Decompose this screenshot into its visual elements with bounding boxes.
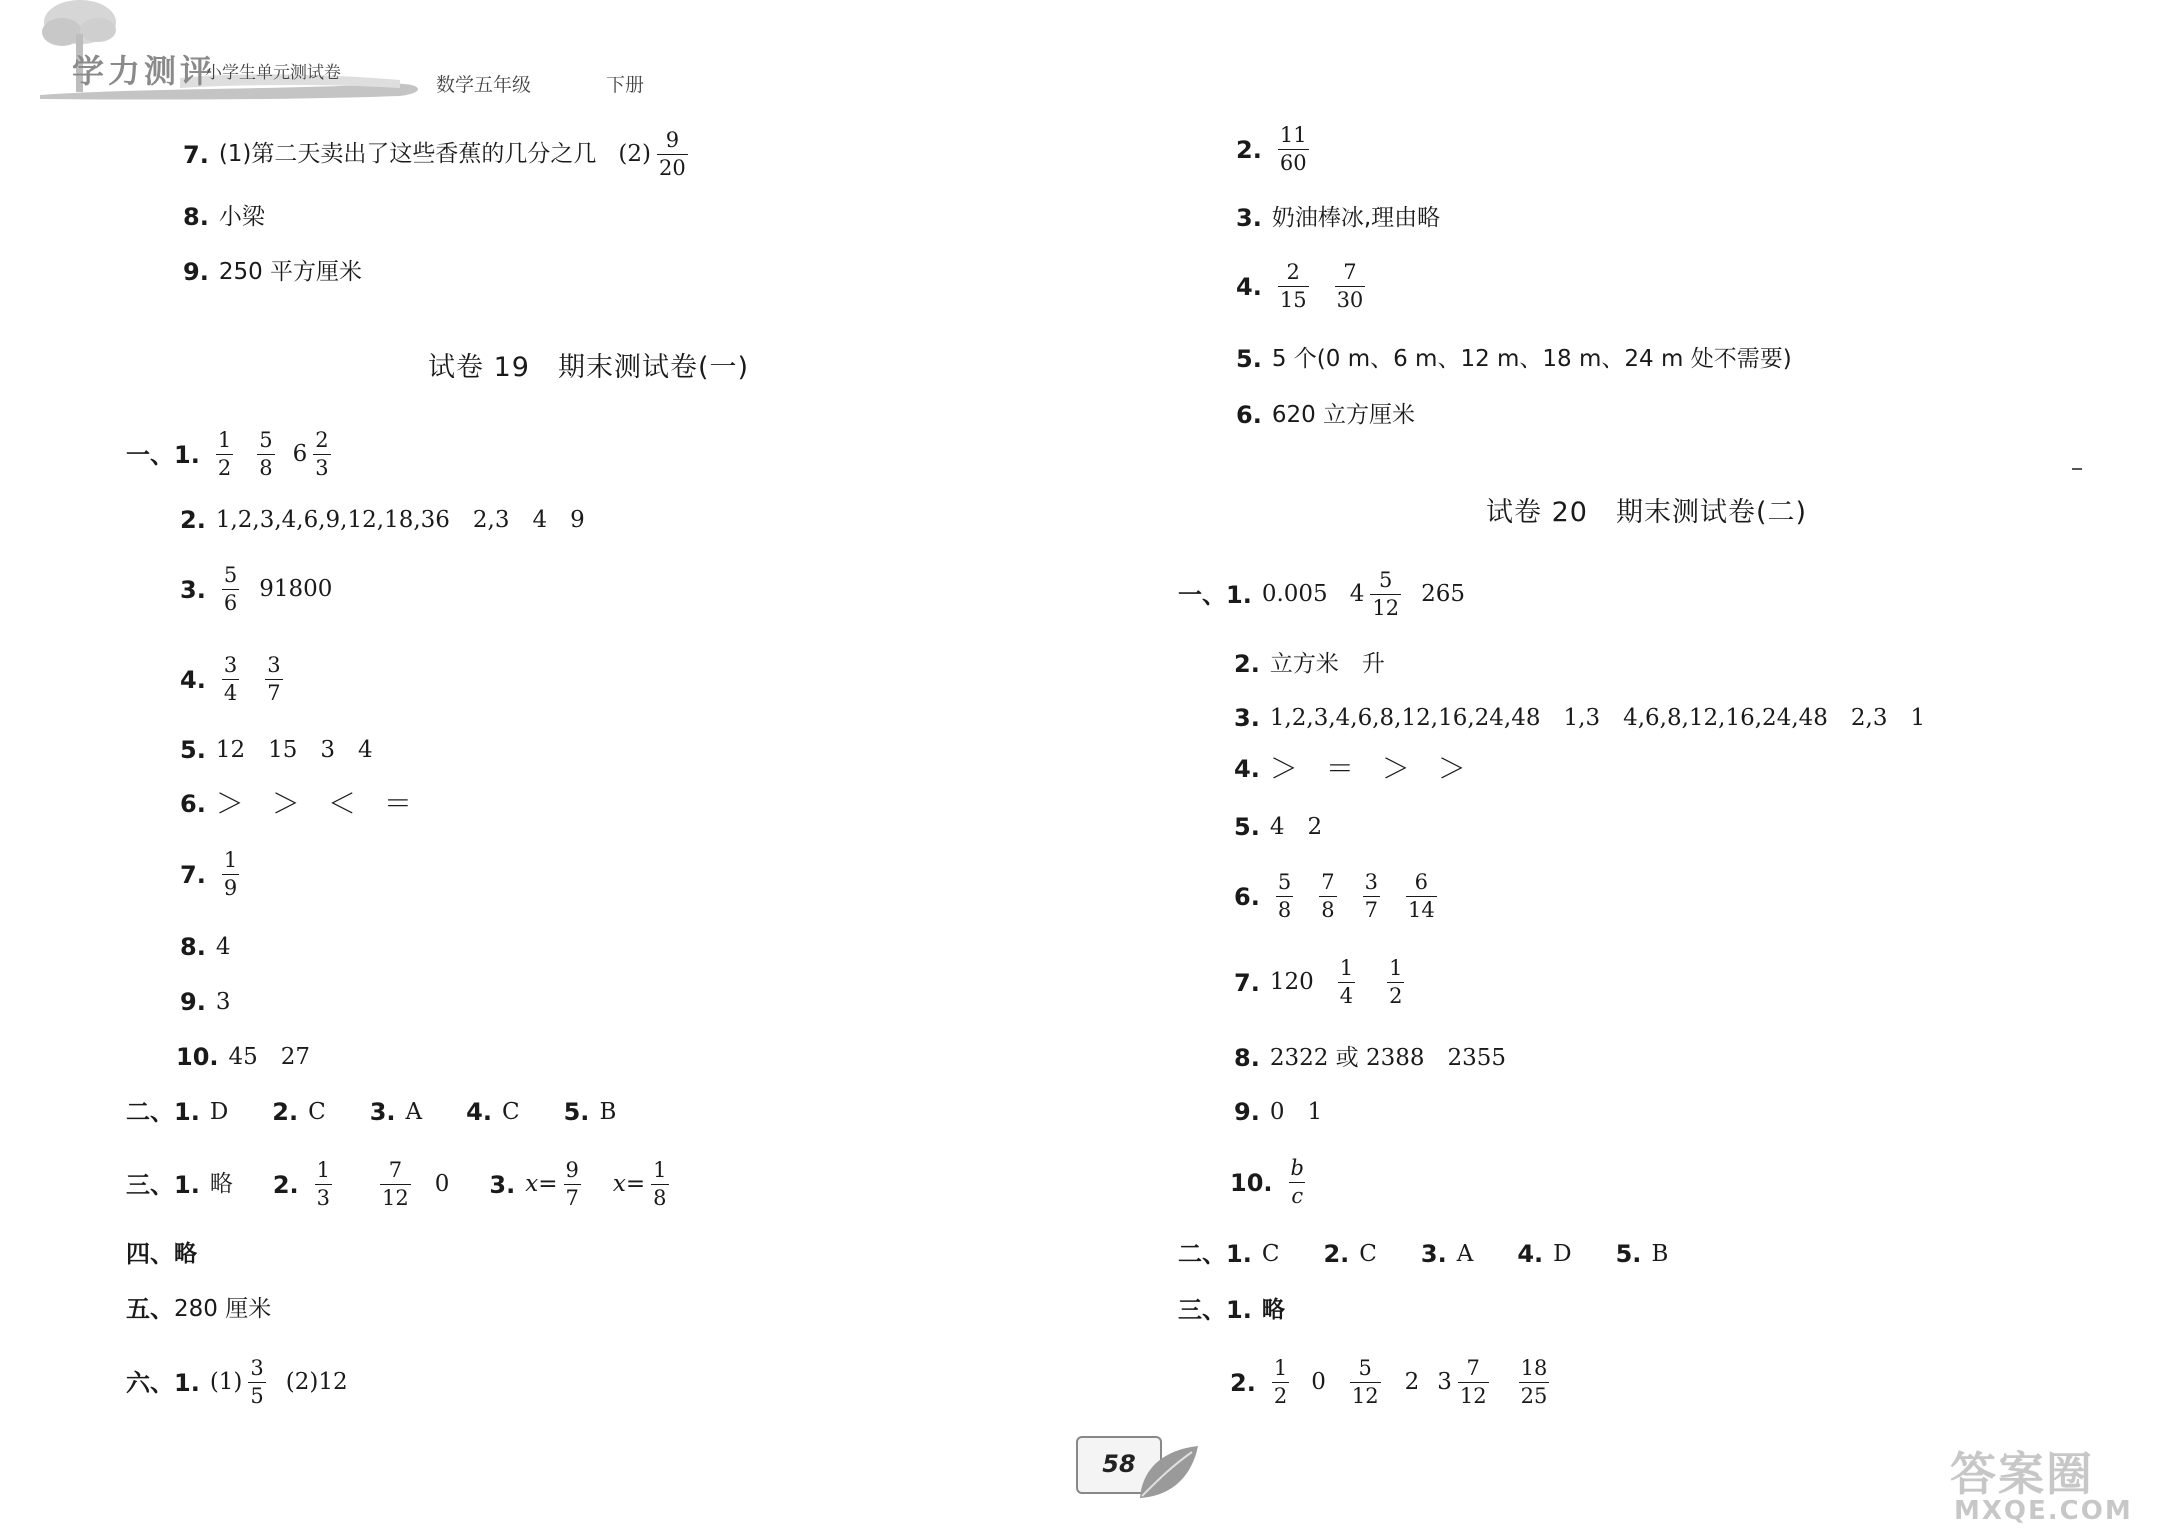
leaf-icon	[1132, 1440, 1202, 1504]
right-part3-q1: 三、 1. 略	[1178, 1296, 1285, 1324]
right-part1-q9: 9. 0 1	[1234, 1098, 1323, 1126]
watermark	[1950, 1438, 2165, 1528]
fraction: $\frac{7}{30}$	[1336, 260, 1364, 312]
header-band	[0, 0, 720, 120]
fraction: $\frac{2}{3}$	[315, 428, 329, 480]
header-brand: 学力测评	[72, 52, 217, 90]
right-part1-q6: 6. $\frac{5}{8}$ $\frac{7}{8}$ $\frac{3}{7}$ $\frac{6}{14}$	[1234, 870, 1435, 922]
left-part1-q4: 4. $\frac{3}{4}$ $\frac{3}{7}$	[180, 653, 281, 705]
header-subject: 数学五年级	[436, 74, 532, 96]
fraction: $\frac{3}{7}$	[1364, 870, 1378, 922]
fraction: $\frac{5}{8}$	[1277, 870, 1292, 922]
right-part1-q1: 一、 1. 0.005 4 $\frac{5}{12}$ 265	[1178, 568, 1465, 620]
left-part1-q7: 7. $\frac{1}{9}$	[180, 848, 238, 900]
section-title-20: 试卷 20 期末测试卷(二)	[1486, 497, 1808, 528]
header-volume: 下册	[606, 74, 645, 96]
header-series: 小学生单元测试卷	[205, 63, 341, 83]
left-part1-q1: 一、 1. $\frac{1}{2}$ $\frac{5}{8}$ 6 $\frac{2}{3}$	[126, 428, 329, 480]
fraction: $\frac{3}{4}$	[223, 653, 238, 705]
fraction: $\frac{5}{12}$	[1372, 568, 1400, 620]
fraction: $\frac{5}{6}$	[223, 563, 238, 615]
left-part1-q2: 2. 1,2,3,4,6,9,12,18,36 2,3 4 9	[180, 506, 585, 534]
fraction: $\frac{18}{25}$	[1520, 1356, 1548, 1408]
fraction: $\frac{1}{8}$	[653, 1158, 667, 1210]
fraction: $\frac{11}{60}$	[1279, 123, 1307, 175]
left-q7-row: 7. (1)第二天卖出了这些香蕉的几分之几 (2) $\frac{9}{20}$	[183, 128, 686, 180]
right-part1-q4: 4. ＞ ＝ ＞ ＞	[1234, 752, 1466, 785]
watermark-line2: MXQE.COM	[1954, 1496, 2133, 1526]
right-part2: 二、 1. C 2. C 3. A 4. D 5. B	[1178, 1240, 1669, 1268]
left-part2: 二、 1. D 2. C 3. A 4. C 5. B	[126, 1098, 617, 1126]
fraction: $\frac{5}{8}$	[259, 428, 273, 480]
fraction: $\frac{1}{4}$	[1339, 956, 1354, 1008]
left-part5: 五、 280 厘米	[126, 1295, 272, 1323]
right-q2-row: 2. $\frac{11}{60}$	[1236, 123, 1307, 175]
stray-mark	[2072, 468, 2082, 470]
left-part1-q9: 9. 3	[180, 988, 231, 1016]
right-q4-row: 4. $\frac{2}{15}$ $\frac{7}{30}$	[1236, 260, 1364, 312]
left-part3: 三、 1. 略 2. $\frac{1}{3}$ $\frac{7}{12}$ 0 3. x = $\frac{9}{7}$ x = $\frac{1}{8}$	[126, 1158, 667, 1210]
right-part1-q2: 2. 立方米 升	[1234, 650, 1385, 678]
fraction: $\frac{1}{3}$	[316, 1158, 331, 1210]
fraction: $\frac{7}{12}$	[1459, 1356, 1487, 1408]
fraction: $\frac{1}{2}$	[1273, 1356, 1288, 1408]
watermark-line1: 答案圈	[1950, 1447, 2094, 1501]
left-part4: 四、 略	[126, 1240, 197, 1268]
left-part1-q6: 6. ＞ ＞ ＜ ＝	[180, 787, 412, 820]
left-part1-q8: 8. 4	[180, 933, 231, 961]
right-q5-row: 5. 5 个(0 m、6 m、12 m、18 m、24 m 处不需要)	[1236, 345, 1792, 373]
fraction: $\frac{7}{12}$	[382, 1158, 409, 1210]
left-part1-q3: 3. $\frac{5}{6}$ 91800	[180, 563, 333, 615]
right-part1-q7: 7. 120 $\frac{1}{4}$ $\frac{1}{2}$	[1234, 956, 1403, 1008]
right-part1-q3: 3. 1,2,3,4,6,8,12,16,24,48 1,3 4,6,8,12,16,24,48 2,3 1	[1234, 704, 1926, 732]
right-part1-q8: 8. 2322 或 2388 2355	[1234, 1044, 1507, 1072]
right-part3-q2: 2. $\frac{1}{2}$ 0 $\frac{5}{12}$ 2 3 $\frac{7}{12}$ $\frac{18}{25}$	[1230, 1356, 1548, 1408]
left-q8-row: 8. 小梁	[183, 203, 265, 231]
fraction: $\frac{3}{5}$	[250, 1356, 264, 1408]
left-part6: 六、 1. (1) $\frac{3}{5}$ (2)12	[126, 1356, 348, 1408]
right-q3-row: 3. 奶油棒冰,理由略	[1236, 204, 1441, 232]
fraction: $\frac{5}{12}$	[1351, 1356, 1379, 1408]
fraction: $\frac{6}{14}$	[1407, 870, 1435, 922]
left-q9-row: 9. 250 平方厘米	[183, 258, 363, 286]
fraction: $\frac{1}{2}$	[217, 428, 232, 480]
left-part1-q10: 10. 45 27	[176, 1043, 311, 1071]
fraction: $\frac{3}{7}$	[267, 653, 281, 705]
fraction: $\frac{b}{c}$	[1290, 1156, 1304, 1208]
fraction: $\frac{1}{2}$	[1389, 956, 1403, 1008]
section-title-19: 试卷 19 期末测试卷(一)	[428, 352, 750, 383]
right-q6-row: 6. 620 立方厘米	[1236, 401, 1416, 429]
right-part1-q5: 5. 4 2	[1234, 813, 1323, 841]
fraction: $\frac{2}{15}$	[1279, 260, 1307, 312]
fraction: $\frac{9}{7}$	[565, 1158, 579, 1210]
right-part1-q10: 10. $\frac{b}{c}$	[1230, 1156, 1304, 1208]
fraction: $\frac{1}{9}$	[223, 848, 238, 900]
left-part1-q5: 5. 12 15 3 4	[180, 736, 373, 764]
fraction: $\frac{7}{8}$	[1321, 870, 1335, 922]
page-number: 58	[1102, 1450, 1136, 1478]
fraction: $\frac{9}{20}$	[659, 128, 686, 180]
